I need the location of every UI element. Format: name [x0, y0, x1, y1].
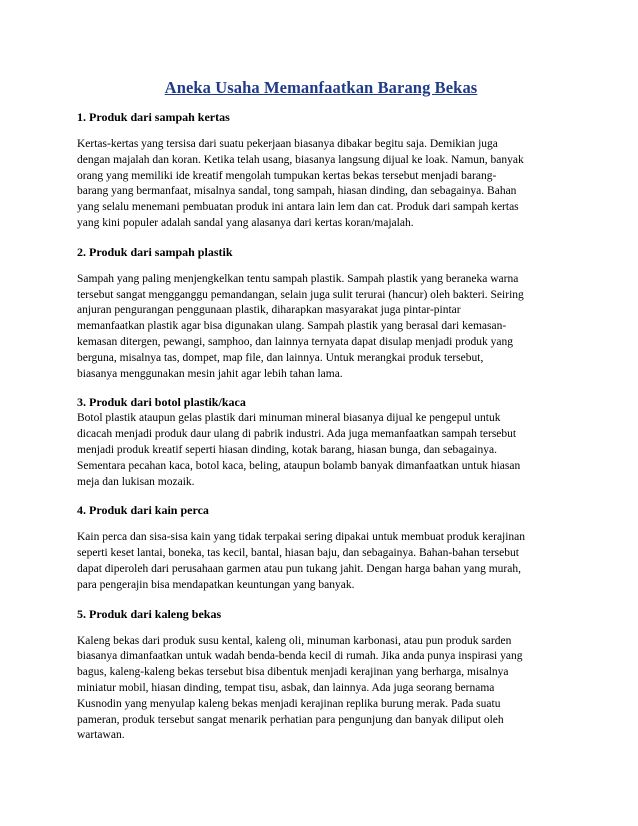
section-kertas: [77, 110, 565, 232]
text-line: memanfaatkan plastik agar bisa digunakan ulang. Sampah plastik yang berasal dari kemasan-: [77, 320, 507, 333]
text-line: wartawan.: [77, 729, 125, 742]
text-line: pameran, produk tersebut sangat menarik perhatian para pengunjung dan banyak diliput oleh: [77, 713, 504, 726]
text-line: Sementara pecahan kaca, botol kaca, beling, ataupun bolamb banyak dimanfaatkan untuk hiasan: [77, 459, 521, 472]
text-line: Botol plastik ataupun gelas plastik dari minuman mineral biasanya dijual ke pengepul untuk: [77, 412, 501, 425]
text-line: berguna, misalnya tas, dompet, map file, dan lainnya. Untuk merangkai produk tersebut,: [77, 351, 484, 364]
section-heading: 4. Produk dari kain perca: [77, 503, 209, 518]
text-line: bagus, kaleng-kaleng bekas tersebut bisa dibentuk menjadi kerajinan yang berharga, misalnya: [77, 666, 509, 679]
text-line: dicacah menjadi produk daur ulang di pabrik industri. Ada juga memanfaatkan sampah tersebut: [77, 428, 517, 441]
text-line: menjadi produk kreatif seperti hiasan dinding, kotak barang, hiasan bunga, dan sebagainya.: [77, 443, 497, 456]
section-body: [77, 272, 565, 383]
text-line: Kain perca dan sisa-sisa kain yang tidak terpakai sering dipakai untuk membuat produk kerajinan: [77, 531, 526, 544]
document-page: [77, 78, 565, 757]
text-line: tersebut sangat mengganggu pemandangan, selain juga sulit terurai (hancur) oleh bakteri. Seiring: [77, 288, 524, 301]
text-line: yang kini populer adalah sandal yang alasanya dari kertas koran/majalah.: [77, 216, 414, 229]
section-kain-perca: [77, 503, 565, 593]
text-line: dengan majalah dan koran. Ketika telah usang, biasanya langsung dijual ke loak. Namun, banyak: [77, 153, 524, 166]
section-botol: [77, 395, 565, 490]
text-line: orang yang memiliki ide kreatif mengolah tumpukan kertas bekas tersebut menjadi barang-: [77, 169, 497, 182]
section-kaleng: [77, 607, 565, 745]
section-heading: 3. Produk dari botol plastik/kaca: [77, 395, 246, 410]
text-line: kemasan ditergen, pewangi, samphoo, dan lainnya ternyata dapat disulap menjadi produk yang: [77, 335, 514, 348]
text-line: anjuran pengurangan penggunaan plastik, diharapkan masyarakat juga pintar-pintar: [77, 304, 461, 317]
section-heading: 2. Produk dari sampah plastik: [77, 244, 233, 259]
text-line: Kusnodin yang menyulap kaleng bekas menjadi kerajinan replika burung merak. Pada suatu: [77, 697, 501, 710]
section-heading: 1. Produk dari sampah kertas: [77, 110, 230, 124]
section-plastik: [77, 245, 565, 383]
text-line: para pengerajin bisa mendapatkan keuntungan yang banyak.: [77, 578, 355, 591]
text-line: Sampah yang paling menjengkelkan tentu sampah plastik. Sampah plastik yang beraneka warna: [77, 272, 519, 285]
text-line: biasanya menggunakan mesin jahit agar lebih tahan lama.: [77, 367, 343, 380]
text-line: meja dan lukisan mozaik.: [77, 475, 195, 488]
text-line: yang selalu menemani pembuatan produk ini antara lain lem dan cat. Produk dari sampah kertas: [77, 201, 519, 214]
text-line: seperti keset lantai, boneka, tas kecil, bantal, hiasan baju, dan sebagainya. Bahan-bahan tersebut: [77, 547, 519, 560]
section-body: [77, 411, 565, 490]
text-line: Kertas-kertas yang tersisa dari suatu pekerjaan biasanya dibakar begitu saja. Demikian juga: [77, 138, 498, 150]
text-line: dapat diperoleh dari perusahaan garmen atau pun tukang jahit. Dengan harga bahan yang murah,: [77, 562, 521, 575]
section-body: [77, 634, 565, 745]
text-line: barang yang bermanfaat, misalnya sandal, tong sampah, hiasan dinding, dan sebagainya. Bahan: [77, 185, 517, 198]
text-line: Kaleng bekas dari produk susu kental, kaleng oli, minuman karbonasi, atau pun produk sarden: [77, 634, 512, 647]
section-body: [77, 137, 565, 232]
text-line: miniatur mobil, hiasan dinding, tempat tisu, asbak, dan lainnya. Ada juga seorang bernama: [77, 681, 495, 694]
document-title: Aneka Usaha Memanfaatkan Barang Bekas: [164, 78, 478, 97]
section-body: [77, 530, 565, 593]
section-heading: 5. Produk dari kaleng bekas: [77, 606, 222, 621]
text-line: biasanya dimanfaatkan untuk wadah benda-benda kecil di rumah. Jika anda punya inspirasi yang: [77, 650, 523, 663]
